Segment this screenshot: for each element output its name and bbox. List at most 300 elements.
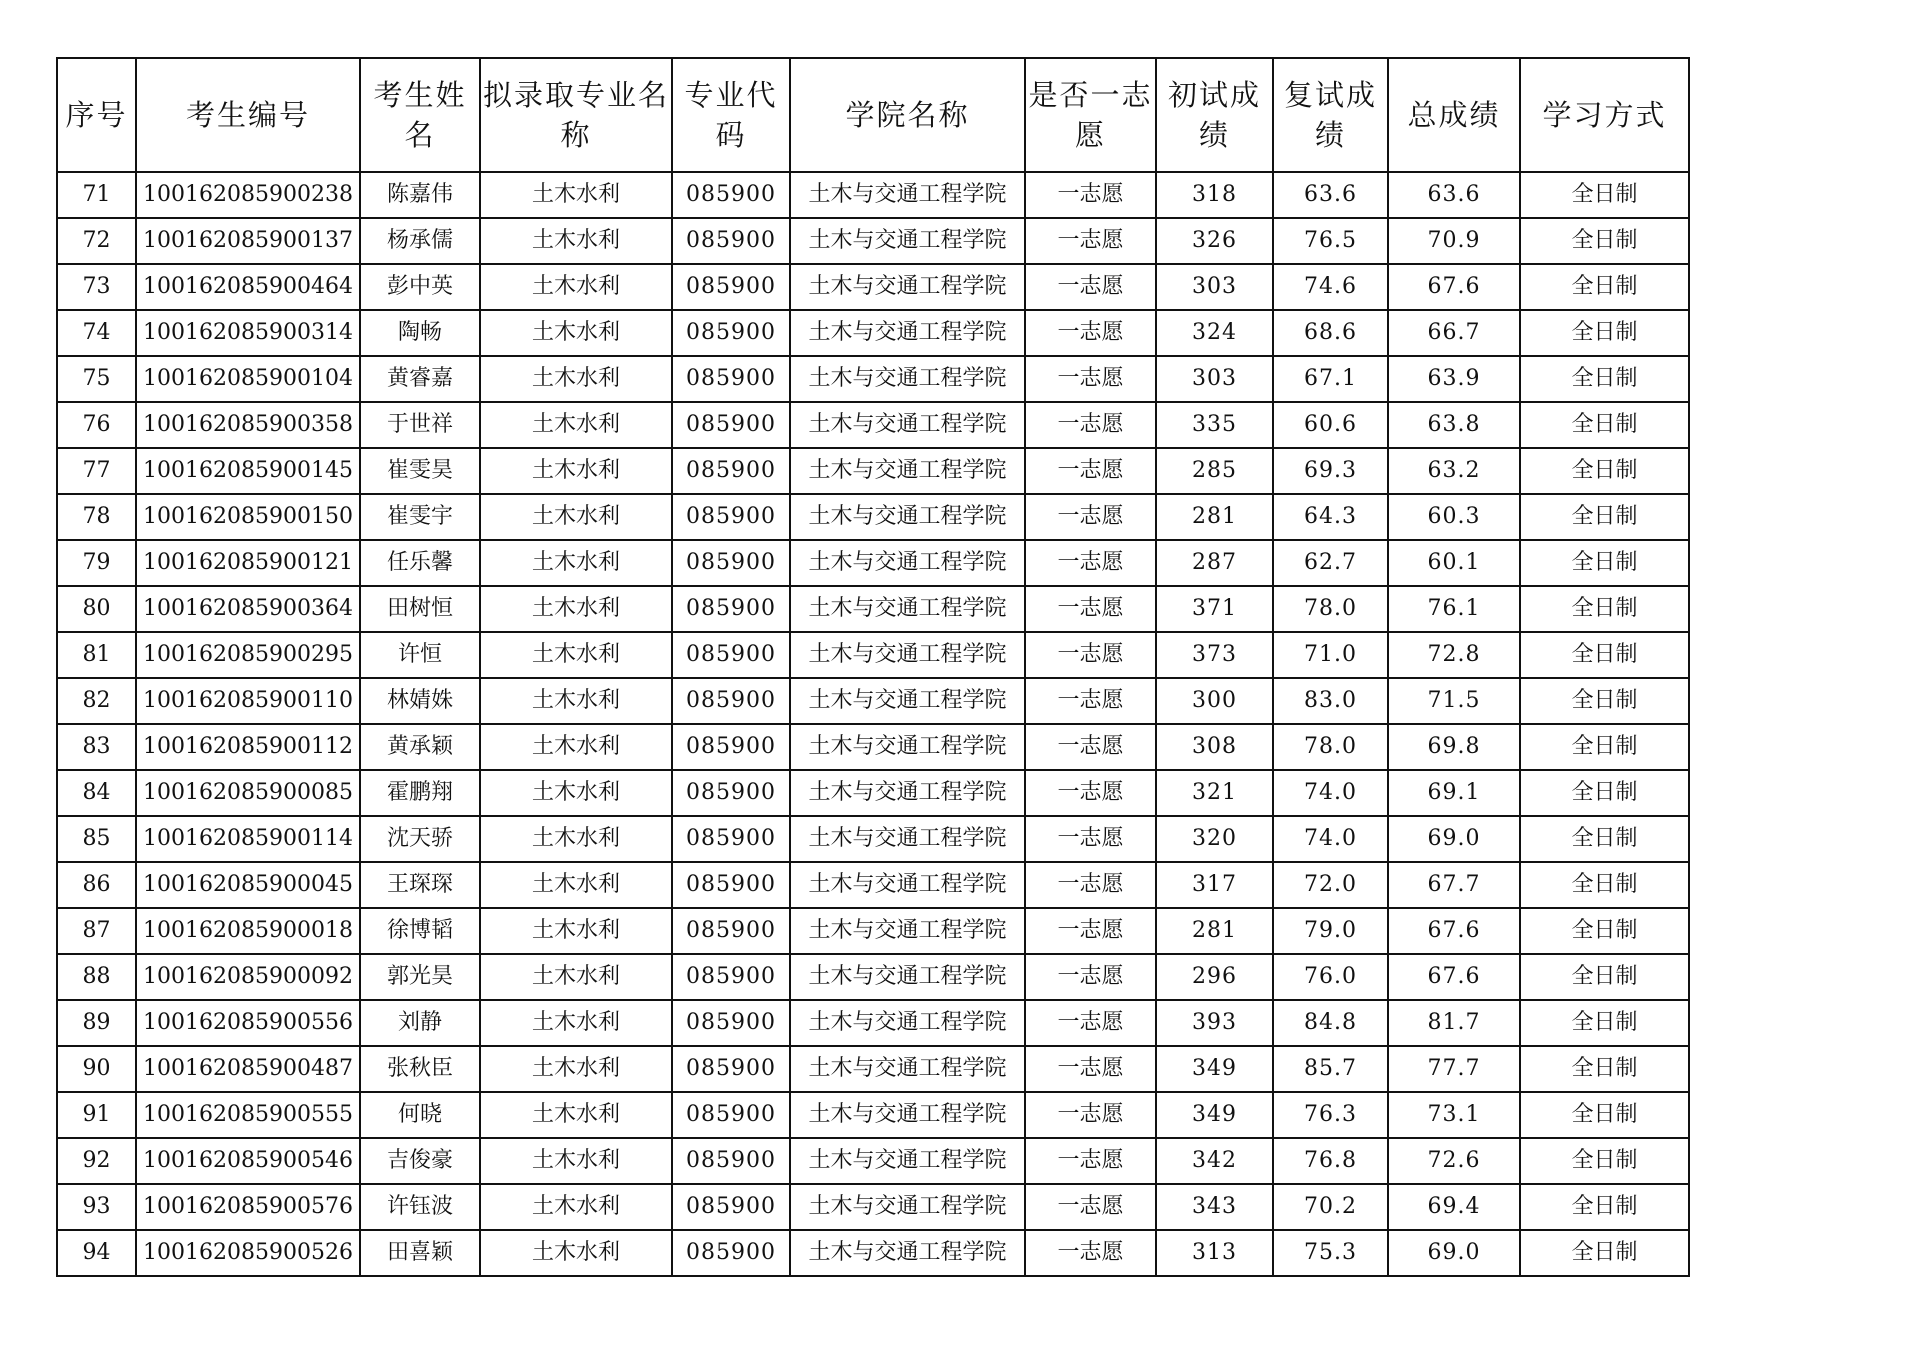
cell-seq: 71	[57, 172, 136, 218]
cell-first-choice: 一志愿	[1025, 1184, 1156, 1230]
cell-college: 土木与交通工程学院	[790, 402, 1025, 448]
table-row	[57, 448, 1689, 494]
header-row	[57, 58, 1689, 172]
cell-first-choice: 一志愿	[1025, 172, 1156, 218]
cell-seq: 87	[57, 908, 136, 954]
cell-seq: 72	[57, 218, 136, 264]
cell-candidate-id: 100162085900110	[136, 678, 360, 724]
cell-name: 何晓	[360, 1092, 480, 1138]
cell-name: 田树恒	[360, 586, 480, 632]
cell-major: 土木水利	[480, 1184, 672, 1230]
cell-name: 任乐馨	[360, 540, 480, 586]
cell-study-mode: 全日制	[1520, 218, 1689, 264]
cell-major-code: 085900	[672, 1138, 790, 1184]
cell-major-code: 085900	[672, 540, 790, 586]
cell-seq: 80	[57, 586, 136, 632]
cell-study-mode: 全日制	[1520, 402, 1689, 448]
cell-candidate-id: 100162085900487	[136, 1046, 360, 1092]
cell-total-score: 69.0	[1388, 816, 1520, 862]
cell-major: 土木水利	[480, 586, 672, 632]
cell-major-code: 085900	[672, 1184, 790, 1230]
cell-major-code: 085900	[672, 724, 790, 770]
cell-college: 土木与交通工程学院	[790, 356, 1025, 402]
cell-candidate-id: 100162085900576	[136, 1184, 360, 1230]
cell-major-code: 085900	[672, 862, 790, 908]
cell-prelim-score: 281	[1156, 494, 1273, 540]
cell-total-score: 69.1	[1388, 770, 1520, 816]
cell-name: 霍鹏翔	[360, 770, 480, 816]
cell-study-mode: 全日制	[1520, 1138, 1689, 1184]
cell-first-choice: 一志愿	[1025, 310, 1156, 356]
cell-major-code: 085900	[672, 632, 790, 678]
cell-major-code: 085900	[672, 954, 790, 1000]
table-row	[57, 540, 1689, 586]
table-row	[57, 1092, 1689, 1138]
cell-total-score: 72.8	[1388, 632, 1520, 678]
cell-college: 土木与交通工程学院	[790, 1000, 1025, 1046]
column-header-study-mode: 学习方式	[1520, 58, 1689, 172]
cell-seq: 77	[57, 448, 136, 494]
cell-candidate-id: 100162085900137	[136, 218, 360, 264]
cell-study-mode: 全日制	[1520, 356, 1689, 402]
cell-major: 土木水利	[480, 770, 672, 816]
cell-retest-score: 84.8	[1273, 1000, 1388, 1046]
cell-first-choice: 一志愿	[1025, 1230, 1156, 1276]
cell-major: 土木水利	[480, 402, 672, 448]
cell-candidate-id: 100162085900018	[136, 908, 360, 954]
cell-major-code: 085900	[672, 218, 790, 264]
cell-college: 土木与交通工程学院	[790, 954, 1025, 1000]
cell-college: 土木与交通工程学院	[790, 908, 1025, 954]
cell-major: 土木水利	[480, 1046, 672, 1092]
cell-study-mode: 全日制	[1520, 1184, 1689, 1230]
cell-major: 土木水利	[480, 632, 672, 678]
cell-name: 刘静	[360, 1000, 480, 1046]
cell-name: 崔雯昊	[360, 448, 480, 494]
cell-seq: 93	[57, 1184, 136, 1230]
cell-total-score: 60.3	[1388, 494, 1520, 540]
cell-college: 土木与交通工程学院	[790, 724, 1025, 770]
cell-seq: 88	[57, 954, 136, 1000]
cell-seq: 94	[57, 1230, 136, 1276]
cell-candidate-id: 100162085900104	[136, 356, 360, 402]
cell-first-choice: 一志愿	[1025, 1000, 1156, 1046]
cell-retest-score: 71.0	[1273, 632, 1388, 678]
cell-college: 土木与交通工程学院	[790, 678, 1025, 724]
cell-candidate-id: 100162085900092	[136, 954, 360, 1000]
cell-college: 土木与交通工程学院	[790, 172, 1025, 218]
cell-name: 崔雯宇	[360, 494, 480, 540]
cell-total-score: 67.7	[1388, 862, 1520, 908]
cell-total-score: 71.5	[1388, 678, 1520, 724]
cell-prelim-score: 324	[1156, 310, 1273, 356]
cell-major-code: 085900	[672, 770, 790, 816]
cell-total-score: 67.6	[1388, 954, 1520, 1000]
cell-name: 许钰波	[360, 1184, 480, 1230]
cell-major-code: 085900	[672, 1046, 790, 1092]
cell-first-choice: 一志愿	[1025, 218, 1156, 264]
column-header-prelim-score: 初试成绩	[1156, 58, 1273, 172]
cell-major: 土木水利	[480, 218, 672, 264]
cell-retest-score: 63.6	[1273, 172, 1388, 218]
cell-total-score: 63.2	[1388, 448, 1520, 494]
cell-name: 于世祥	[360, 402, 480, 448]
cell-total-score: 72.6	[1388, 1138, 1520, 1184]
cell-first-choice: 一志愿	[1025, 1092, 1156, 1138]
column-header-retest-score: 复试成绩	[1273, 58, 1388, 172]
cell-major: 土木水利	[480, 172, 672, 218]
cell-candidate-id: 100162085900238	[136, 172, 360, 218]
table-row	[57, 816, 1689, 862]
cell-seq: 78	[57, 494, 136, 540]
cell-major: 土木水利	[480, 678, 672, 724]
cell-name: 郭光昊	[360, 954, 480, 1000]
cell-seq: 76	[57, 402, 136, 448]
cell-study-mode: 全日制	[1520, 1092, 1689, 1138]
cell-seq: 82	[57, 678, 136, 724]
cell-study-mode: 全日制	[1520, 586, 1689, 632]
table-row	[57, 770, 1689, 816]
cell-retest-score: 76.3	[1273, 1092, 1388, 1138]
cell-name: 杨承儒	[360, 218, 480, 264]
cell-prelim-score: 349	[1156, 1046, 1273, 1092]
cell-first-choice: 一志愿	[1025, 1138, 1156, 1184]
column-header-college: 学院名称	[790, 58, 1025, 172]
cell-total-score: 73.1	[1388, 1092, 1520, 1138]
cell-college: 土木与交通工程学院	[790, 770, 1025, 816]
cell-first-choice: 一志愿	[1025, 356, 1156, 402]
cell-name: 许恒	[360, 632, 480, 678]
cell-first-choice: 一志愿	[1025, 816, 1156, 862]
cell-total-score: 63.9	[1388, 356, 1520, 402]
cell-total-score: 81.7	[1388, 1000, 1520, 1046]
cell-college: 土木与交通工程学院	[790, 862, 1025, 908]
cell-major: 土木水利	[480, 1230, 672, 1276]
cell-retest-score: 74.0	[1273, 770, 1388, 816]
cell-college: 土木与交通工程学院	[790, 494, 1025, 540]
cell-prelim-score: 393	[1156, 1000, 1273, 1046]
cell-seq: 85	[57, 816, 136, 862]
cell-retest-score: 76.8	[1273, 1138, 1388, 1184]
cell-study-mode: 全日制	[1520, 448, 1689, 494]
cell-prelim-score: 371	[1156, 586, 1273, 632]
cell-first-choice: 一志愿	[1025, 494, 1156, 540]
cell-study-mode: 全日制	[1520, 264, 1689, 310]
cell-name: 陈嘉伟	[360, 172, 480, 218]
cell-major: 土木水利	[480, 264, 672, 310]
cell-first-choice: 一志愿	[1025, 1046, 1156, 1092]
cell-name: 陶畅	[360, 310, 480, 356]
table-row	[57, 862, 1689, 908]
cell-candidate-id: 100162085900526	[136, 1230, 360, 1276]
cell-study-mode: 全日制	[1520, 632, 1689, 678]
cell-prelim-score: 343	[1156, 1184, 1273, 1230]
cell-name: 沈天骄	[360, 816, 480, 862]
cell-prelim-score: 287	[1156, 540, 1273, 586]
cell-name: 黄睿嘉	[360, 356, 480, 402]
table-row	[57, 494, 1689, 540]
cell-seq: 79	[57, 540, 136, 586]
cell-major: 土木水利	[480, 954, 672, 1000]
cell-total-score: 69.4	[1388, 1184, 1520, 1230]
column-header-name: 考生姓名	[360, 58, 480, 172]
cell-prelim-score: 296	[1156, 954, 1273, 1000]
cell-college: 土木与交通工程学院	[790, 218, 1025, 264]
cell-name: 黄承颖	[360, 724, 480, 770]
cell-candidate-id: 100162085900085	[136, 770, 360, 816]
cell-seq: 89	[57, 1000, 136, 1046]
table-row	[57, 1046, 1689, 1092]
cell-first-choice: 一志愿	[1025, 264, 1156, 310]
cell-first-choice: 一志愿	[1025, 862, 1156, 908]
cell-retest-score: 60.6	[1273, 402, 1388, 448]
cell-major: 土木水利	[480, 908, 672, 954]
cell-retest-score: 74.6	[1273, 264, 1388, 310]
cell-total-score: 66.7	[1388, 310, 1520, 356]
cell-major: 土木水利	[480, 1138, 672, 1184]
cell-major: 土木水利	[480, 310, 672, 356]
table-row	[57, 310, 1689, 356]
cell-study-mode: 全日制	[1520, 678, 1689, 724]
cell-seq: 83	[57, 724, 136, 770]
cell-major-code: 085900	[672, 310, 790, 356]
cell-total-score: 67.6	[1388, 908, 1520, 954]
cell-candidate-id: 100162085900145	[136, 448, 360, 494]
cell-total-score: 76.1	[1388, 586, 1520, 632]
cell-college: 土木与交通工程学院	[790, 632, 1025, 678]
cell-prelim-score: 285	[1156, 448, 1273, 494]
column-header-total-score: 总成绩	[1388, 58, 1520, 172]
cell-major-code: 085900	[672, 1000, 790, 1046]
cell-major: 土木水利	[480, 448, 672, 494]
cell-first-choice: 一志愿	[1025, 678, 1156, 724]
cell-study-mode: 全日制	[1520, 1000, 1689, 1046]
cell-major-code: 085900	[672, 494, 790, 540]
cell-major: 土木水利	[480, 862, 672, 908]
table-row	[57, 1000, 1689, 1046]
cell-retest-score: 62.7	[1273, 540, 1388, 586]
cell-study-mode: 全日制	[1520, 770, 1689, 816]
cell-seq: 75	[57, 356, 136, 402]
cell-seq: 73	[57, 264, 136, 310]
cell-candidate-id: 100162085900150	[136, 494, 360, 540]
cell-college: 土木与交通工程学院	[790, 1046, 1025, 1092]
table-row	[57, 356, 1689, 402]
cell-college: 土木与交通工程学院	[790, 1092, 1025, 1138]
cell-total-score: 70.9	[1388, 218, 1520, 264]
cell-major: 土木水利	[480, 1000, 672, 1046]
cell-prelim-score: 326	[1156, 218, 1273, 264]
cell-total-score: 69.8	[1388, 724, 1520, 770]
cell-college: 土木与交通工程学院	[790, 540, 1025, 586]
cell-major: 土木水利	[480, 816, 672, 862]
cell-study-mode: 全日制	[1520, 540, 1689, 586]
cell-seq: 86	[57, 862, 136, 908]
cell-retest-score: 76.5	[1273, 218, 1388, 264]
cell-major-code: 085900	[672, 402, 790, 448]
table-row	[57, 586, 1689, 632]
cell-major-code: 085900	[672, 586, 790, 632]
table-row	[57, 1230, 1689, 1276]
cell-first-choice: 一志愿	[1025, 632, 1156, 678]
cell-college: 土木与交通工程学院	[790, 816, 1025, 862]
table-row	[57, 402, 1689, 448]
cell-candidate-id: 100162085900556	[136, 1000, 360, 1046]
cell-candidate-id: 100162085900464	[136, 264, 360, 310]
cell-retest-score: 78.0	[1273, 724, 1388, 770]
table-row	[57, 172, 1689, 218]
cell-major-code: 085900	[672, 172, 790, 218]
cell-candidate-id: 100162085900314	[136, 310, 360, 356]
cell-major-code: 085900	[672, 816, 790, 862]
cell-first-choice: 一志愿	[1025, 954, 1156, 1000]
cell-retest-score: 79.0	[1273, 908, 1388, 954]
cell-study-mode: 全日制	[1520, 1230, 1689, 1276]
cell-prelim-score: 300	[1156, 678, 1273, 724]
column-header-major: 拟录取专业名称	[480, 58, 672, 172]
cell-college: 土木与交通工程学院	[790, 1230, 1025, 1276]
cell-retest-score: 72.0	[1273, 862, 1388, 908]
cell-first-choice: 一志愿	[1025, 540, 1156, 586]
cell-major-code: 085900	[672, 1230, 790, 1276]
cell-total-score: 63.8	[1388, 402, 1520, 448]
cell-first-choice: 一志愿	[1025, 770, 1156, 816]
cell-total-score: 63.6	[1388, 172, 1520, 218]
table-row	[57, 678, 1689, 724]
cell-retest-score: 78.0	[1273, 586, 1388, 632]
cell-name: 林婧姝	[360, 678, 480, 724]
cell-name: 王琛琛	[360, 862, 480, 908]
cell-candidate-id: 100162085900121	[136, 540, 360, 586]
cell-study-mode: 全日制	[1520, 172, 1689, 218]
cell-retest-score: 64.3	[1273, 494, 1388, 540]
cell-college: 土木与交通工程学院	[790, 310, 1025, 356]
cell-prelim-score: 373	[1156, 632, 1273, 678]
table-row	[57, 1184, 1689, 1230]
table-row	[57, 632, 1689, 678]
cell-seq: 92	[57, 1138, 136, 1184]
cell-first-choice: 一志愿	[1025, 448, 1156, 494]
cell-study-mode: 全日制	[1520, 310, 1689, 356]
table-row	[57, 264, 1689, 310]
cell-seq: 81	[57, 632, 136, 678]
cell-study-mode: 全日制	[1520, 862, 1689, 908]
cell-first-choice: 一志愿	[1025, 908, 1156, 954]
cell-name: 徐博韬	[360, 908, 480, 954]
cell-seq: 91	[57, 1092, 136, 1138]
cell-retest-score: 69.3	[1273, 448, 1388, 494]
cell-college: 土木与交通工程学院	[790, 586, 1025, 632]
cell-total-score: 77.7	[1388, 1046, 1520, 1092]
cell-name: 张秋臣	[360, 1046, 480, 1092]
cell-retest-score: 76.0	[1273, 954, 1388, 1000]
table-row	[57, 218, 1689, 264]
cell-prelim-score: 303	[1156, 356, 1273, 402]
cell-seq: 74	[57, 310, 136, 356]
cell-prelim-score: 281	[1156, 908, 1273, 954]
admission-table	[56, 57, 1690, 1277]
cell-study-mode: 全日制	[1520, 816, 1689, 862]
cell-major: 土木水利	[480, 356, 672, 402]
cell-major: 土木水利	[480, 540, 672, 586]
cell-retest-score: 70.2	[1273, 1184, 1388, 1230]
cell-college: 土木与交通工程学院	[790, 1184, 1025, 1230]
cell-major-code: 085900	[672, 448, 790, 494]
cell-prelim-score: 308	[1156, 724, 1273, 770]
cell-candidate-id: 100162085900112	[136, 724, 360, 770]
cell-prelim-score: 321	[1156, 770, 1273, 816]
column-header-first-choice: 是否一志愿	[1025, 58, 1156, 172]
cell-candidate-id: 100162085900114	[136, 816, 360, 862]
cell-name: 彭中英	[360, 264, 480, 310]
cell-seq: 84	[57, 770, 136, 816]
table-row	[57, 908, 1689, 954]
cell-retest-score: 75.3	[1273, 1230, 1388, 1276]
cell-study-mode: 全日制	[1520, 1046, 1689, 1092]
cell-candidate-id: 100162085900546	[136, 1138, 360, 1184]
cell-prelim-score: 349	[1156, 1092, 1273, 1138]
cell-name: 吉俊豪	[360, 1138, 480, 1184]
cell-study-mode: 全日制	[1520, 494, 1689, 540]
table-body	[57, 172, 1689, 1276]
cell-major: 土木水利	[480, 724, 672, 770]
cell-major: 土木水利	[480, 494, 672, 540]
cell-college: 土木与交通工程学院	[790, 448, 1025, 494]
cell-candidate-id: 100162085900295	[136, 632, 360, 678]
cell-retest-score: 74.0	[1273, 816, 1388, 862]
cell-major: 土木水利	[480, 1092, 672, 1138]
cell-candidate-id: 100162085900555	[136, 1092, 360, 1138]
cell-prelim-score: 317	[1156, 862, 1273, 908]
cell-first-choice: 一志愿	[1025, 586, 1156, 632]
table-row	[57, 1138, 1689, 1184]
cell-candidate-id: 100162085900045	[136, 862, 360, 908]
cell-retest-score: 68.6	[1273, 310, 1388, 356]
column-header-candidate-id: 考生编号	[136, 58, 360, 172]
cell-total-score: 60.1	[1388, 540, 1520, 586]
cell-prelim-score: 320	[1156, 816, 1273, 862]
cell-name: 田喜颖	[360, 1230, 480, 1276]
cell-prelim-score: 335	[1156, 402, 1273, 448]
cell-study-mode: 全日制	[1520, 954, 1689, 1000]
cell-retest-score: 67.1	[1273, 356, 1388, 402]
cell-major-code: 085900	[672, 908, 790, 954]
cell-major-code: 085900	[672, 678, 790, 724]
table-row	[57, 724, 1689, 770]
cell-total-score: 69.0	[1388, 1230, 1520, 1276]
cell-first-choice: 一志愿	[1025, 402, 1156, 448]
cell-retest-score: 85.7	[1273, 1046, 1388, 1092]
column-header-seq: 序号	[57, 58, 136, 172]
cell-retest-score: 83.0	[1273, 678, 1388, 724]
cell-seq: 90	[57, 1046, 136, 1092]
cell-college: 土木与交通工程学院	[790, 264, 1025, 310]
cell-college: 土木与交通工程学院	[790, 1138, 1025, 1184]
column-header-major-code: 专业代码	[672, 58, 790, 172]
cell-first-choice: 一志愿	[1025, 724, 1156, 770]
cell-study-mode: 全日制	[1520, 724, 1689, 770]
cell-major-code: 085900	[672, 264, 790, 310]
cell-candidate-id: 100162085900364	[136, 586, 360, 632]
cell-prelim-score: 342	[1156, 1138, 1273, 1184]
cell-study-mode: 全日制	[1520, 908, 1689, 954]
cell-prelim-score: 318	[1156, 172, 1273, 218]
cell-candidate-id: 100162085900358	[136, 402, 360, 448]
cell-major-code: 085900	[672, 1092, 790, 1138]
cell-prelim-score: 313	[1156, 1230, 1273, 1276]
cell-total-score: 67.6	[1388, 264, 1520, 310]
table-row	[57, 954, 1689, 1000]
